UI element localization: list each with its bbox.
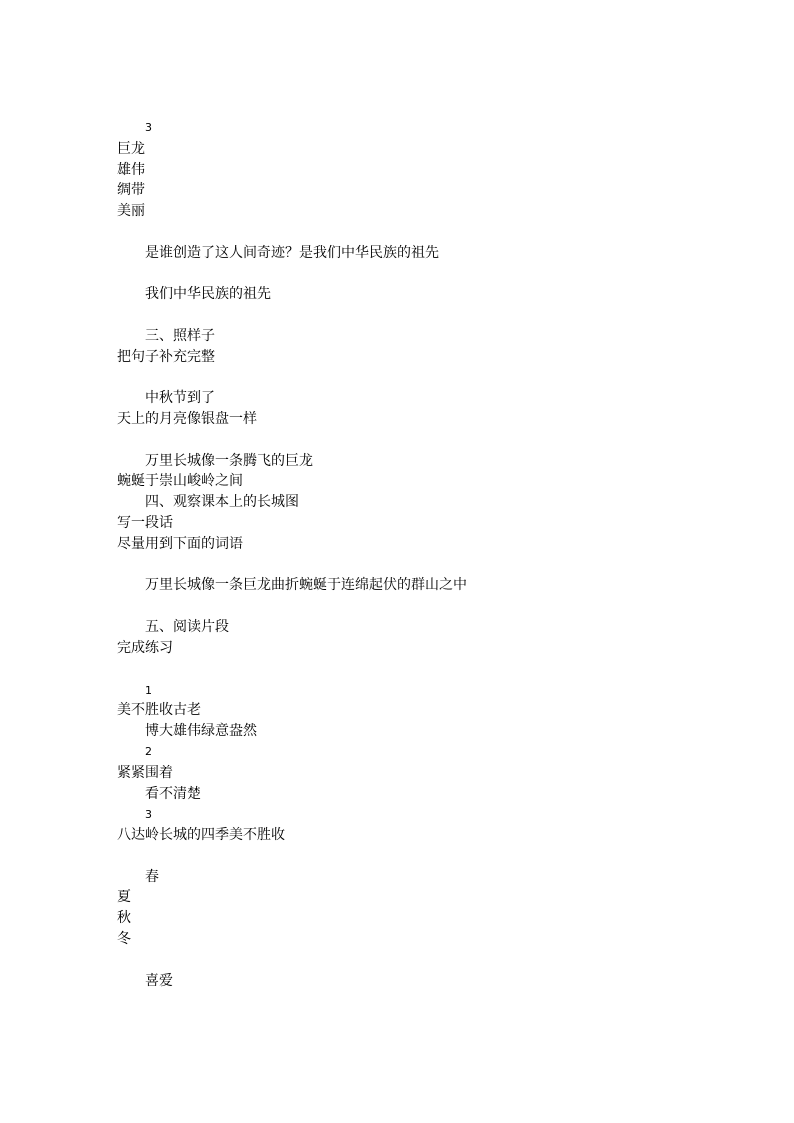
text-line: 美不胜收古老 xyxy=(117,702,201,718)
item-number: 3 xyxy=(145,121,152,134)
item-number: 2 xyxy=(145,745,152,758)
text-line: 巨龙 xyxy=(117,141,145,157)
text-line: 八达岭长城的四季美不胜收 xyxy=(117,827,285,843)
text-line: 天上的月亮像银盘一样 xyxy=(117,411,257,427)
text-line: 万里长城像一条腾飞的巨龙 xyxy=(145,453,313,469)
item-number: 1 xyxy=(145,684,152,697)
text-line: 是谁创造了这人间奇迹？是我们中华民族的祖先 xyxy=(145,245,439,261)
text-line: 尽量用到下面的词语 xyxy=(117,536,243,552)
text-line: 完成练习 xyxy=(117,640,173,656)
text-line: 蜿蜒于崇山峻岭之间 xyxy=(117,473,243,489)
section-heading: 五、阅读片段 xyxy=(145,619,229,635)
text-line: 中秋节到了 xyxy=(145,390,215,406)
text-line: 紧紧围着 xyxy=(117,765,173,781)
section-heading: 三、照样子 xyxy=(145,328,215,344)
text-line: 夏 xyxy=(117,889,131,905)
section-heading: 四、观察课本上的长城图 xyxy=(145,494,299,510)
text-line: 万里长城像一条巨龙曲折蜿蜒于连绵起伏的群山之中 xyxy=(145,577,467,593)
text-line: 冬 xyxy=(117,931,131,947)
text-line: 雄伟 xyxy=(117,162,145,178)
text-line: 喜爱 xyxy=(145,973,173,989)
text-line: 把句子补充完整 xyxy=(117,349,215,365)
text-line: 我们中华民族的祖先 xyxy=(145,286,271,302)
text-line: 博大雄伟绿意盎然 xyxy=(145,723,257,739)
text-line: 春 xyxy=(145,869,159,885)
text-line: 美丽 xyxy=(117,203,145,219)
item-number: 3 xyxy=(145,808,152,821)
text-line: 绸带 xyxy=(117,182,145,198)
text-line: 写一段话 xyxy=(117,515,173,531)
text-line: 秋 xyxy=(117,910,131,926)
text-line: 看不清楚 xyxy=(145,786,201,802)
